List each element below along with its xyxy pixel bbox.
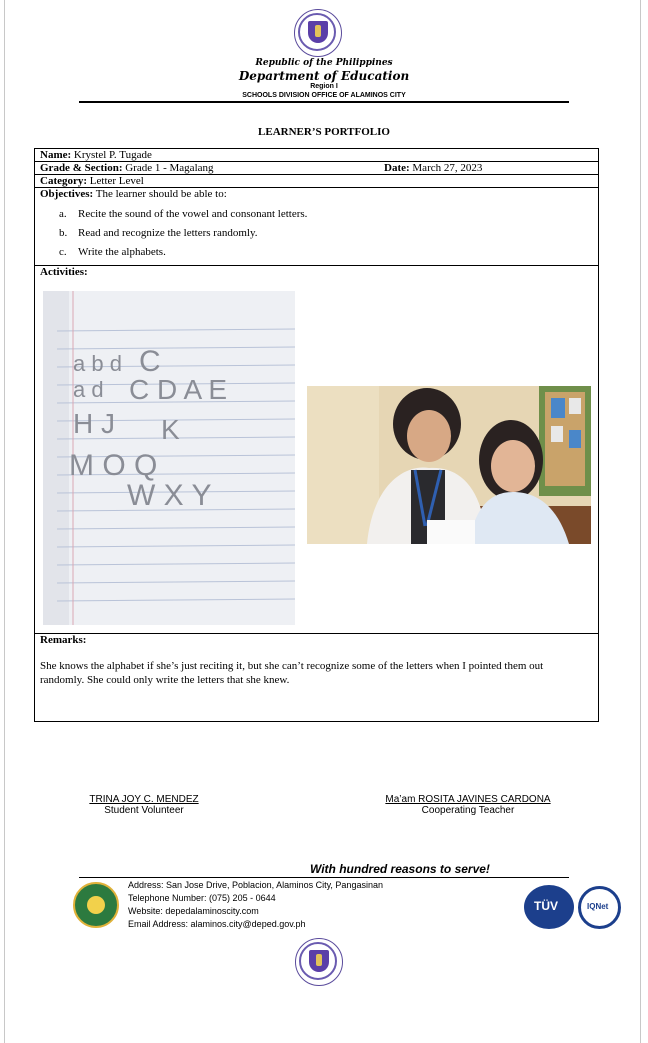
notebook-letters: H J xyxy=(73,408,115,439)
right-signatory-name: Ma’am ROSITA JAVINES CARDONA xyxy=(385,794,551,805)
notebook-letters: C D A E xyxy=(129,374,228,405)
grade-row xyxy=(35,162,598,175)
left-signatory-role: Student Volunteer xyxy=(104,805,184,816)
footer-address: Address: San Jose Drive, Poblacion, Alaminos City, Pangasinan xyxy=(128,880,383,890)
name-value: Krystel P. Tugade xyxy=(73,149,152,161)
page-border-right xyxy=(640,0,641,1043)
teacher-student-photo xyxy=(307,386,591,544)
page-title: LEARNER’S PORTFOLIO xyxy=(258,126,390,138)
grade-value: Grade 1 - Magalang xyxy=(125,162,214,174)
right-signatory-role: Cooperating Teacher xyxy=(421,805,515,816)
certification-logo-icon: TÜV xyxy=(524,885,574,929)
deped-seal-footer-icon xyxy=(295,938,343,986)
category-label: Category: xyxy=(40,175,88,187)
footer-telephone: Telephone Number: (075) 205 - 0644 xyxy=(128,893,276,903)
division-logo-icon xyxy=(73,882,119,928)
remarks-label: Remarks: xyxy=(40,634,87,646)
region-heading: Region I xyxy=(310,83,338,90)
objective-item: a. Recite the sound of the vowel and consonant letters. xyxy=(59,208,308,220)
signature-left xyxy=(60,794,228,816)
notebook-photo xyxy=(43,291,295,625)
page-border-left xyxy=(4,0,5,1043)
signature-right xyxy=(358,794,578,816)
notebook-letters: W X Y xyxy=(127,479,212,512)
republic-heading: Republic of the Philippines xyxy=(255,58,393,68)
grade-label: Grade & Section: xyxy=(40,162,123,174)
objectives-row xyxy=(35,188,598,266)
header-divider xyxy=(79,101,569,103)
notebook-letters: a b d xyxy=(73,351,122,376)
name-label: Name: xyxy=(40,149,72,161)
objective-item: b. Read and recognize the letters randomly. xyxy=(59,227,258,239)
objectives-intro: The learner should be able to: xyxy=(95,188,227,200)
tagline: With hundred reasons to serve! xyxy=(310,862,490,876)
portfolio-form xyxy=(34,148,599,722)
category-value: Letter Level xyxy=(89,175,144,187)
category-row xyxy=(35,175,598,188)
footer-website: Website: depedalaminoscity.com xyxy=(128,906,259,916)
deped-seal-icon xyxy=(294,9,342,57)
name-row xyxy=(35,149,598,162)
date-label: Date: xyxy=(384,162,410,174)
objective-item: c. Write the alphabets. xyxy=(59,246,166,258)
activities-label: Activities: xyxy=(40,266,88,278)
notebook-letters: M O Q xyxy=(69,449,158,482)
notebook-letters: a d xyxy=(73,377,104,402)
department-heading: Department of Education xyxy=(238,69,410,83)
iqnet-logo-icon: IQNet xyxy=(578,886,621,929)
date-value: March 27, 2023 xyxy=(412,162,483,174)
notebook-letters: K xyxy=(161,414,180,445)
date-field xyxy=(384,162,482,174)
division-heading: SCHOOLS DIVISION OFFICE OF ALAMINOS CITY xyxy=(242,92,406,99)
objectives-label: Objectives: xyxy=(40,188,94,200)
footer-email: Email Address: alaminos.city@deped.gov.ph xyxy=(128,919,306,929)
left-signatory-name: TRINA JOY C. MENDEZ xyxy=(89,794,199,805)
remarks-text: She knows the alphabet if she’s just reciting it, but she can’t recognize some of the letters when I pointed them out randomly. She could only write the letters that she knew. xyxy=(40,660,544,686)
notebook-letters: C xyxy=(139,345,161,378)
footer-divider xyxy=(79,877,569,878)
activities-row xyxy=(35,266,598,634)
